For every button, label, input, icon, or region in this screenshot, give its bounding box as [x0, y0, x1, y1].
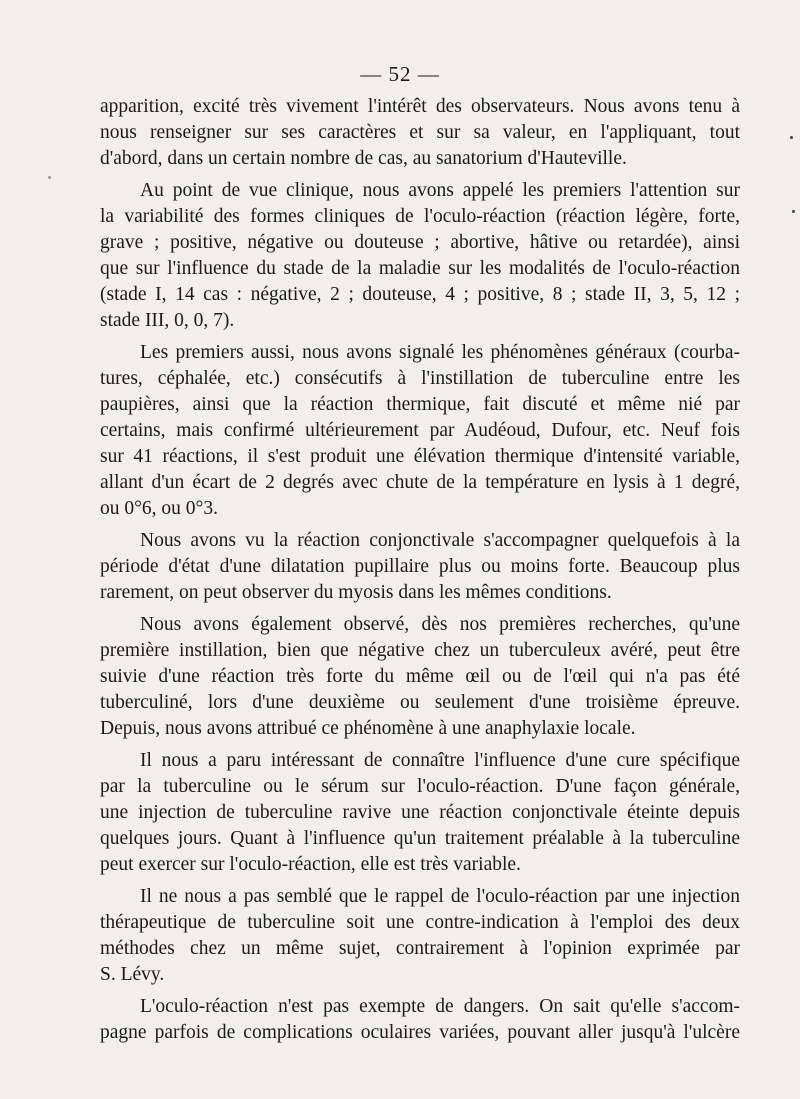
text-line: première instillation, bien que négative chez un tuberculeux avéré, peut être [100, 640, 740, 661]
text-line: allant d'un écart de 2 degrés avec chute de la température en lysis à 1 degré, [100, 472, 740, 493]
text-line: par la tuberculine ou le sérum sur l'oculo-réaction. D'une façon générale, [100, 776, 740, 797]
text-line: période d'état d'une dilatation pupillaire plus ou moins forte. Beaucoup plus [100, 556, 740, 577]
text-line: thérapeutique de tuberculine soit une contre-indication à l'emploi des deux [100, 912, 740, 933]
text-line: d'abord, dans un certain nombre de cas, au sanatorium d'Hauteville. [100, 148, 627, 169]
text-line: quelques jours. Quant à l'influence qu'un traitement préalable à la tuberculine [100, 828, 740, 849]
text-line: la variabilité des formes cliniques de l'oculo-réaction (réaction légère, forte, [100, 206, 740, 227]
text-line: apparition, excité très vivement l'intérêt des observateurs. Nous avons tenu à [100, 96, 740, 117]
text-line: que sur l'influence du stade de la maladie sur les modalités de l'oculo-réaction [100, 258, 740, 279]
text-line: ou 0°6, ou 0°3. [100, 498, 218, 519]
text-line: Il ne nous a pas semblé que le rappel de l'oculo-réaction par une injection [140, 886, 740, 907]
text-line: stade III, 0, 0, 7). [100, 310, 235, 331]
text-line: grave ; positive, négative ou douteuse ; abortive, hâtive ou retardée), ainsi [100, 232, 740, 253]
text-line: Les premiers aussi, nous avons signalé les phénomènes généraux (courba- [140, 342, 740, 363]
text-line: tures, céphalée, etc.) consécutifs à l'instillation de tuberculine entre les [100, 368, 740, 389]
text-line: nous renseigner sur ses caractères et sur sa valeur, en l'appliquant, tout [100, 122, 740, 143]
text-line: rarement, on peut observer du myosis dans les mêmes conditions. [100, 582, 612, 603]
page-number: — 52 — [360, 62, 440, 86]
text-line: (stade I, 14 cas : négative, 2 ; douteuse, 4 ; positive, 8 ; stade II, 3, 5, 12 ; [100, 284, 740, 305]
text-line: Au point de vue clinique, nous avons appelé les premiers l'attention sur [140, 180, 740, 201]
text-line: L'oculo-réaction n'est pas exempte de dangers. On sait qu'elle s'accom- [140, 996, 740, 1017]
text-line: peut exercer sur l'oculo-réaction, elle est très variable. [100, 854, 521, 875]
text-line: Nous avons également observé, dès nos premières recherches, qu'une [140, 614, 740, 635]
text-line: pagne parfois de complications oculaires variées, pouvant aller jusqu'à l'ulcère [100, 1022, 740, 1043]
body-text [100, 94, 740, 1046]
text-line: sur 41 réactions, il s'est produit une élévation thermique d'intensité variable, [100, 446, 740, 467]
scan-speck [790, 136, 793, 139]
text-line: Depuis, nous avons attribué ce phénomène à une anaphylaxie locale. [100, 718, 636, 739]
text-line: suivie d'une réaction très forte du même œil ou de l'œil qui n'a pas été [100, 666, 740, 687]
text-line: certains, mais confirmé ultérieurement par Audéoud, Dufour, etc. Neuf fois [100, 420, 740, 441]
text-line: méthodes chez un même sujet, contrairement à l'opinion exprimée par [100, 938, 740, 959]
text-line: tuberculiné, lors d'une deuxième ou seulement d'une troisième épreuve. [100, 692, 740, 713]
text-line: S. Lévy. [100, 964, 165, 985]
text-line: paupières, ainsi que la réaction thermique, fait discuté et même nié par [100, 394, 740, 415]
text-line: une injection de tuberculine ravive une réaction conjonctivale éteinte depuis [100, 802, 740, 823]
scan-speck [48, 176, 51, 179]
scan-speck [792, 210, 795, 213]
text-line: Il nous a paru intéressant de connaître l'influence d'une cure spécifique [140, 750, 740, 771]
text-line: Nous avons vu la réaction conjonctivale s'accompagner quelquefois à la [140, 530, 740, 551]
